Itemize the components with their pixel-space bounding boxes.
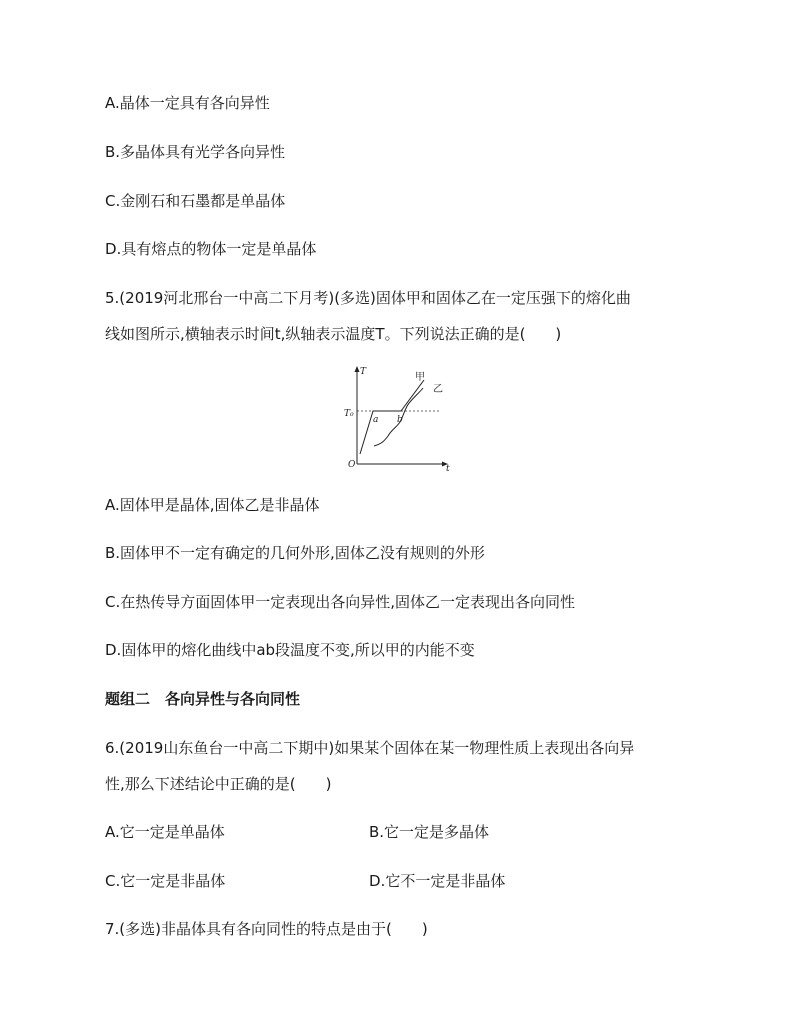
origin-label: O [348, 460, 356, 470]
point-b-label: b [397, 415, 403, 425]
q6-option-d: D.它不一定是非晶体 [369, 872, 506, 890]
q5-stem-line1: 5.(2019河北邢台一中高二下月考)(多选)固体甲和固体乙在一定压强下的熔化曲 [105, 289, 631, 307]
section-heading: 题组二 各向异性与各向同性 [105, 690, 301, 708]
q6-stem-line2: 性,那么下述结论中正确的是( ) [105, 775, 332, 793]
q5-option-c: C.在热传导方面固体甲一定表现出各向异性,固体乙一定表现出各向同性 [105, 593, 576, 611]
curve-jia [360, 380, 424, 454]
q5-option-a: A.固体甲是晶体,固体乙是非晶体 [105, 496, 320, 514]
q6-stem-line1: 6.(2019山东鱼台一中高二下期中)如果某个固体在某一物理性质上表现出各向异 [105, 739, 635, 757]
q6-option-b: B.它一定是多晶体 [369, 823, 490, 841]
y-axis-label: T [360, 367, 367, 377]
q4-option-d: D.具有熔点的物体一定是单晶体 [105, 240, 317, 258]
q6-option-a: A.它一定是单晶体 [105, 823, 225, 841]
q5-option-d: D.固体甲的熔化曲线中ab段温度不变,所以甲的内能不变 [105, 641, 475, 659]
melting-curve-figure [338, 362, 458, 472]
q5-stem-line2: 线如图所示,横轴表示时间t,纵轴表示温度T。下列说法正确的是( ) [105, 325, 562, 343]
curve-yi-label: 乙 [433, 384, 443, 395]
q7-stem-line1: 7.(多选)非晶体具有各向同性的特点是由于( ) [105, 920, 428, 938]
q6-option-c: C.它一定是非晶体 [105, 872, 226, 890]
q5-option-b: B.固体甲不一定有确定的几何外形,固体乙没有规则的外形 [105, 544, 485, 562]
q4-option-c: C.金刚石和石墨都是单晶体 [105, 192, 286, 210]
curve-jia-label: 甲 [415, 372, 425, 383]
point-a-label: a [373, 415, 379, 425]
t0-label: T₀ [344, 409, 354, 419]
x-axis-label: t [446, 464, 450, 472]
q4-option-a: A.晶体一定具有各向异性 [105, 94, 270, 112]
y-axis-arrow [355, 366, 360, 372]
q4-option-b: B.多晶体具有光学各向异性 [105, 143, 286, 161]
